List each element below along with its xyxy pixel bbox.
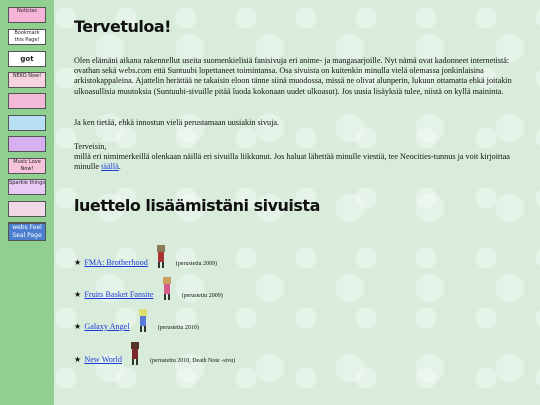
site-link-new-world[interactable]: New World — [84, 355, 122, 364]
sidebar-button-10[interactable] — [8, 201, 46, 217]
greeting-paragraph — [74, 142, 514, 173]
sidebar-button-2[interactable]: Bookmark this Page! — [8, 29, 46, 45]
site-note: (perustettu 2010, Death Note -sivu) — [150, 358, 236, 364]
star-icon: ★ — [74, 355, 82, 364]
list-item — [74, 340, 235, 366]
sidebar-button-7[interactable] — [8, 136, 46, 152]
site-link-fma[interactable]: FMA: Brotherhood — [84, 258, 148, 267]
site-link-fruits-basket[interactable]: Fruits Basket Fansite — [84, 290, 154, 299]
star-icon: ★ — [74, 290, 82, 299]
sidebar-button-5[interactable] — [8, 93, 46, 109]
character-sprite-icon — [128, 340, 142, 366]
star-icon: ★ — [74, 322, 82, 331]
sidebar-button-3[interactable]: got — [8, 51, 46, 67]
site-link-galaxy-angel[interactable]: Galaxy Angel — [84, 322, 130, 331]
intro-paragraph: Olen elämäni aikana rakennellut useita suomenkielisiä fanisivuja eri anime- ja mangasarjoille. Nyt nämä ovat kadonneet internetistä: ovathan sekä webs.com että Suntuubi lopettaneet toimintansa. Osa sivuista on kuitenkin minulla vielä olemassa jonkinlaisina arkistokappaleina. Ajattelin herättää ne takaisin eloon tänne siinä muodossa, missä ne olivat alunperin, lukuun ottamatta ehkä joitakin ulkoasullisia muutoksia (Suntuubi-sivuille pitää luoda kokonaan uudet ulkoasut). Jos uusia lisäyksiä tulee, niistä on kyllä maininta. — [74, 56, 512, 96]
sidebar-button-9[interactable]: Sparkle things — [8, 179, 46, 195]
contact-link[interactable]: täällä — [101, 162, 119, 172]
sidebar-button-6[interactable] — [8, 115, 46, 131]
sidebar-button-4[interactable]: NEKO Now! — [8, 72, 46, 88]
character-sprite-icon — [154, 243, 168, 269]
greeting-end: . — [118, 162, 121, 172]
list-item — [74, 307, 199, 333]
sidebar — [0, 0, 54, 405]
character-sprite-icon — [136, 307, 150, 333]
site-note: (perustettu 2009) — [181, 293, 223, 299]
character-sprite-icon — [160, 275, 174, 301]
greeting-line: Terveisin, — [74, 142, 107, 151]
list-item — [74, 275, 223, 301]
webs-button[interactable]: webs Feel Seal Page — [8, 223, 46, 241]
sidebar-button-1[interactable]: Noticias — [8, 7, 46, 23]
page-title: Tervetuloa! — [74, 17, 171, 36]
site-note: (perustettu 2009) — [175, 261, 218, 267]
greeting-text: millä eri nimimerkeillä olenkaan näillä eri sivuilla liikkunut. Jos haluat lähettää minulle viestiä, tee Neocities-tunnus ja voit kirjoittaa minulle — [74, 152, 510, 172]
main-content — [54, 0, 540, 405]
sidebar-button-8[interactable]: Music Love Now! — [8, 158, 46, 174]
site-note: (perustettu 2010) — [157, 325, 199, 331]
second-paragraph: Ja ken tietää, ehkä innostun vielä perustamaan uusiakin sivuja. — [74, 118, 280, 127]
list-item — [74, 243, 217, 269]
star-icon: ★ — [74, 258, 82, 267]
list-title: luettelo lisäämistäni sivuista — [74, 196, 320, 215]
